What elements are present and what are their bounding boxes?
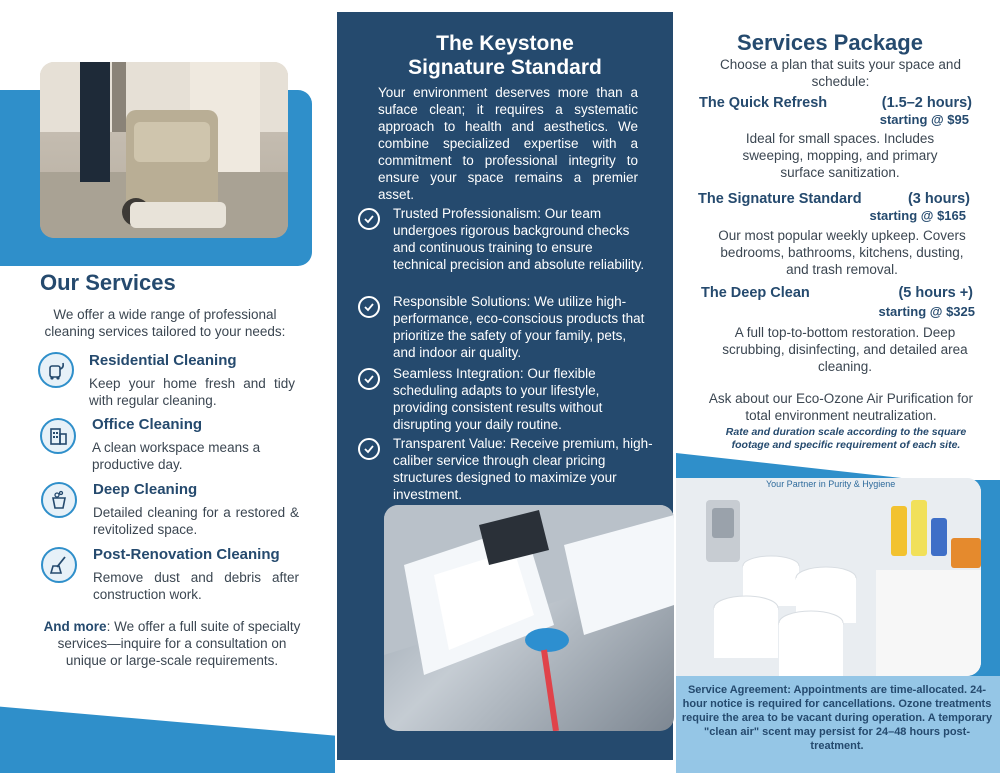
check-circle-icon (358, 208, 380, 230)
eco-ozone-note: Ask about our Eco-Ozone Air Purification for total environment neutralization. (708, 391, 974, 423)
service-desc-office: A clean workspace means a productive day. (92, 440, 261, 472)
package-desc-deep-clean: A full top-to-bottom restoration. Deep scrubbing, disinfecting, and detailed area cleaning. (722, 325, 968, 374)
benefit-item: Responsible Solutions: We utilize high-performance, eco-conscious products that prioritize the safety of your family, pets, and indoor air quality. (393, 294, 645, 360)
company-tagline: Your Partner in Purity & Hygiene (766, 479, 896, 489)
package-desc-quick-refresh: Ideal for small spaces. Includes sweeping, mopping, and primary surface sanitization. (742, 131, 938, 180)
service-desc-post-renovation: Remove dust and debris after construction work. (93, 570, 299, 602)
service-agreement-text: Service Agreement: Appointments are time-allocated. 24-hour notice is required for cancellations. Ozone treatments require the area to be vacant during operation. A temporary "clean air" scent may persist for 24–48 hours post-treatment. (681, 684, 993, 752)
check-circle-icon (358, 368, 380, 390)
check-circle-icon (358, 438, 380, 460)
services-package-title: Services Package (737, 30, 923, 55)
package-name-deep-clean: The Deep Clean (701, 285, 810, 301)
service-title-office: Office Cleaning (92, 416, 203, 433)
benefit-item: Seamless Integration: Our flexible scheduling adapts to your lifestyle, providing consistent results without disrupting your daily routine. (393, 366, 603, 432)
broom-icon (41, 547, 77, 583)
check-circle-icon (358, 296, 380, 318)
carpet-cleaning-photo (40, 62, 288, 238)
our-services-intro: We offer a wide range of professional cleaning services tailored to your needs: (44, 307, 286, 339)
package-price-signature-standard: starting @ $165 (869, 208, 966, 223)
service-title-post-renovation: Post-Renovation Cleaning (93, 546, 280, 563)
title-line-2: Signature Standard (408, 56, 602, 79)
service-desc-residential: Keep your home fresh and tidy with regular cleaning. (89, 376, 295, 408)
ceiling-light-cleaning-photo (384, 505, 674, 731)
benefit-item: Transparent Value: Receive premium, high-caliber service through clear pricing structures designed to maximize your investment. (393, 436, 653, 502)
package-duration-deep-clean: (5 hours +) (898, 285, 973, 301)
package-desc-signature-standard: Our most popular weekly upkeep. Covers bedrooms, bathrooms, kitchens, dusting, and trash removal. (718, 228, 966, 277)
services-package-subtitle: Choose a plan that suits your space and schedule: (720, 57, 961, 89)
cleaning-bucket-icon (41, 482, 77, 518)
our-services-heading: Our Services (40, 270, 176, 295)
package-name-quick-refresh: The Quick Refresh (699, 95, 828, 111)
title-line-1: The Keystone (436, 32, 574, 55)
signature-standard-intro: Your environment deserves more than a suface clean; it requires a systematic approach to health and aesthetics. We combine specialized expertise with a commitment to professional integrity to ensure your space remains a premier asset. (378, 85, 638, 202)
service-title-residential: Residential Cleaning (89, 352, 237, 369)
package-price-quick-refresh: starting @ $95 (879, 112, 969, 127)
package-duration-signature-standard: (3 hours) (907, 191, 970, 207)
package-duration-quick-refresh: (1.5–2 hours) (881, 95, 972, 111)
cleaning-supplies-photo (676, 478, 981, 676)
package-name-signature-standard: The Signature Standard (698, 191, 862, 207)
left-bottom-wave (0, 690, 335, 773)
service-desc-deep: Detailed cleaning for a restored & revitolized space. (93, 505, 299, 537)
and-more-text: : We offer a full suite of specialty services—inquire for a consultation on unique or large-scale requirements. (57, 619, 301, 668)
package-price-deep-clean: starting @ $325 (878, 304, 975, 319)
office-building-icon (40, 418, 76, 454)
benefit-item: Trusted Professionalism: Our team undergoes rigorous background checks and continuous training to ensure technical precision and absolute reliability. (393, 206, 645, 272)
and-more-label: And more (43, 619, 107, 634)
signature-standard-title (337, 32, 673, 80)
service-title-deep: Deep Cleaning (93, 481, 198, 498)
and-more-paragraph (38, 618, 306, 669)
vacuum-icon (38, 352, 74, 388)
rate-scale-note: Rate and duration scale according to the square footage and specific requirement of each site. (725, 426, 967, 451)
